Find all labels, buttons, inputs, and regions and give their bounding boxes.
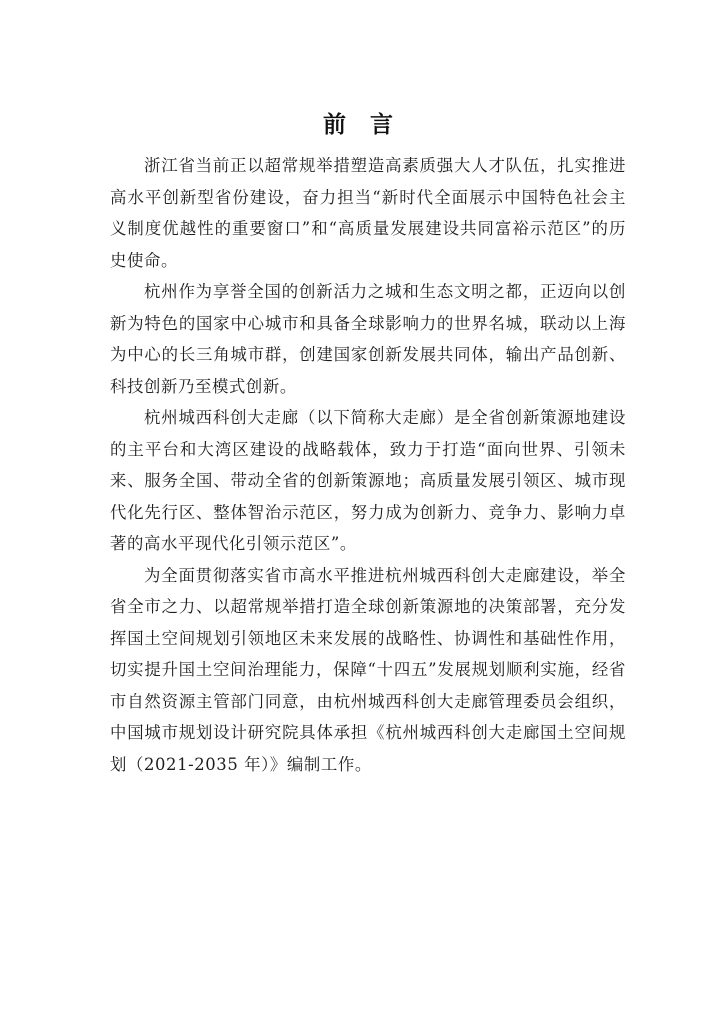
paragraph: 为全面贯彻落实省市高水平推进杭州城西科创大走廊建设，举全省全市之力、以超常规举措打造全球创新策源地的决策部署，充分发挥国土空间规划引领地区未来发展的战略性、协调性和基础性作用，切实提升国土空间治理能力，保障“十四五”发展规划顺利实施，经省市自然资源主管部门同意，由杭州城西科创大走廊管理委员会组织，中国城市规划设计研究院具体承担《杭州城西科创大走廊国土空间规划（2021-2035 年）》编制工作。 — [110, 565, 626, 774]
paragraph: 浙江省当前正以超常规举措塑造高素质强大人才队伍，扎实推进高水平创新型省份建设，奋力担当“新时代全面展示中国特色社会主义制度优越性的重要窗口”和“高质量发展建设共同富裕示范区”的历史使命。 — [110, 156, 626, 270]
paragraph: 杭州城西科创大走廊（以下简称大走廊）是全省创新策源地建设的主平台和大湾区建设的战略载体，致力于打造“面向世界、引领未来、服务全国、带动全省的创新策源地；高质量发展引领区、城市现代化先行区、整体智治示范区，努力成为创新力、竞争力、影响力卓著的高水平现代化引领示范区”。 — [110, 408, 626, 553]
document-body — [110, 150, 626, 780]
page-title: 前 言 — [322, 112, 401, 138]
paragraph: 杭州作为享誉全国的创新活力之城和生态文明之都，正迈向以创新为特色的国家中心城市和具备全球影响力的世界名城，联动以上海为中心的长三角城市群，创建国家创新发展共同体，输出产品创新、科技创新乃至模式创新。 — [110, 282, 626, 396]
